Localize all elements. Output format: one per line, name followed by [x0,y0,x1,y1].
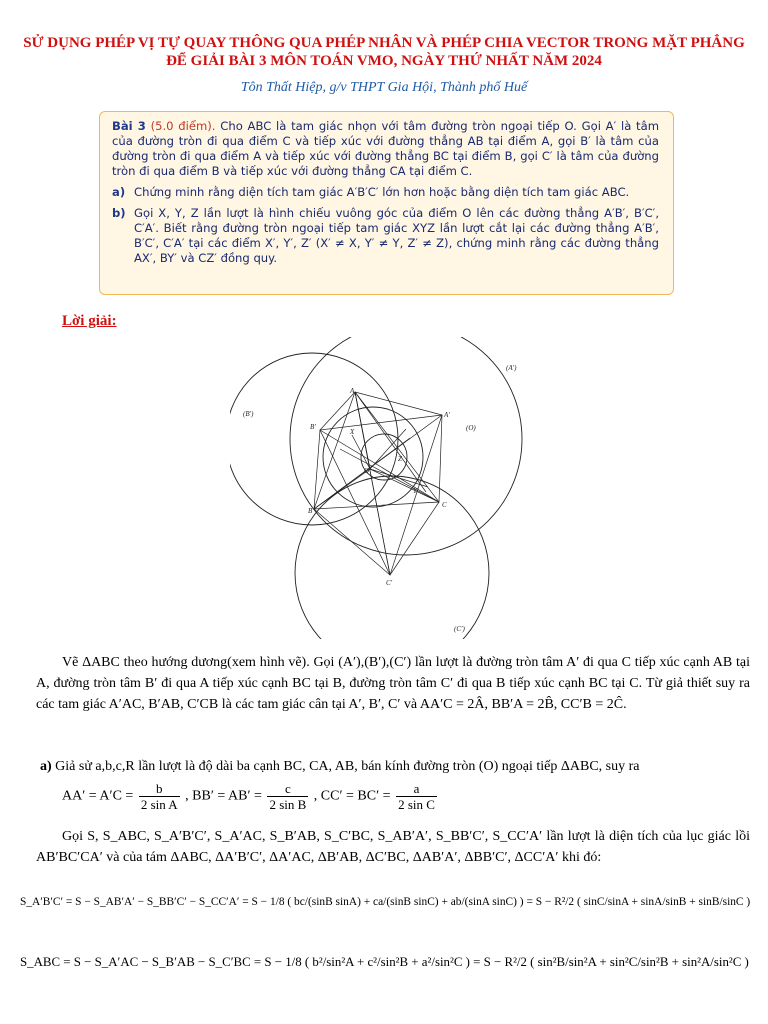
label-circle-b1: (B') [243,410,254,418]
formula-side-lengths [62,781,439,812]
label-circle-o: (O) [466,424,476,432]
document-title: SỬ DỤNG PHÉP VỊ TỰ QUAY THÔNG QUA PHÉP NHÂN VÀ PHÉP CHIA VECTOR TRONG MẶT PHẲNG ĐỂ GIẢI BÀI 3 MÔN TOÁN VMO, NGÀY THỨ NHẤT NĂM 2024 [23,35,745,69]
formula-mid: , BB′ = AB′ = [185,788,262,804]
geometry-figure [230,337,530,639]
part-b-key: b) [112,206,126,220]
label-x: X [350,428,355,436]
label-c: C [442,501,447,509]
solution-p1-arcs: AA′C = 2Â, BB′A = 2B̂, CC′B = 2Ĉ. [419,697,627,712]
problem-box [99,111,674,295]
fraction-a: $\frac{a}{\text{2 sin C}}$ [398,781,435,812]
author-line: Tôn Thất Hiệp, g/v THPT Gia Hội, Thành phố Huế [240,80,528,95]
problem-part-a [112,185,659,200]
label-y: Y [413,487,417,495]
formula-area-abc: S_ABC = S − S_A′AC − S_B′AB − S_C′BC = S − 1/8 ( b²/sin²A + c²/sin²B + a²/sin²C ) = S − R²/2 ( sin²B/sin²A + sin²C/sin²B + sin²A/sin²C ) [20,955,749,969]
problem-label: Bài 3 [112,119,146,133]
part-a-solution-text: Giả sử a,b,c,R lần lượt là độ dài ba cạnh BC, CA, AB, bán kính đường tròn (O) ngoại tiếp ΔABC, suy ra [55,759,640,774]
label-b-prime: B' [310,423,316,431]
formula-mid2: , CC′ = BC′ = [313,788,391,804]
label-z: Z [398,455,402,463]
triangle-lines [314,392,442,575]
solution-p1-text: Vẽ ΔABC theo hướng dương(xem hình vẽ). Gọi (A′),(B′),(C′) lần lượt là đường tròn tâm A′ đi qua C tiếp xúc cạnh AB tại A, đường tròn tâm B′ đi qua A tiếp xúc cạnh BC tại B, đường tròn tâm C′ đi qua B tiếp xúc cạnh BC tại C. Từ giả thiết suy ra các tam giác A′AC, B′AB, C′CB là các tam giác cân tại A′, B′, C′ và [36,655,750,712]
formula-lhs: AA′ = A′C = [62,788,134,804]
circle-b-prime [230,353,398,525]
label-a: A [350,387,355,395]
part-a-text: Chứng minh rằng diện tích tam giác A′B′C′ lớn hơn hoặc bằng diện tích tam giác ABC. [134,185,630,199]
solution-heading: Lời giải: [62,313,117,329]
fraction-b: $\frac{b}{\text{2 sin A}}$ [140,781,178,812]
part-a-solution-key: a) [40,759,52,774]
label-a-prime: A' [444,411,450,419]
label-c-prime: C' [386,579,393,587]
label-circle-a1: (A') [506,364,517,372]
problem-part-b [112,206,659,266]
label-o: O [364,467,370,475]
problem-text: Cho ABC là tam giác nhọn với tâm đường tròn ngoại tiếp O. Gọi A′ là tâm của đường tròn đi qua điểm C và tiếp xúc với đường thẳng AB tại điểm A, gọi B′ là tâm của đường tròn đi qua điểm A và tiếp xúc với đường thẳng BC tại điểm B, gọi C′ là tâm của đường tròn đi qua điểm B và tiếp xúc với đường thẳng CA tại điểm C. [112,119,659,178]
part-a-intro [36,756,750,777]
formula-area-a-prime: S_A′B′C′ = S − S_AB′A′ − S_BB′C′ − S_CC′A′ = S − 1/8 ( bc/(sinB sinA) + ca/(sinB sinC) + ab/(sinA sinC) ) = S − R²/2 ( sinC/sinA + sinA/sinB + sinB/sinC ) [20,896,751,908]
circle-a-prime [290,337,522,555]
problem-points: (5.0 điểm). [150,119,216,133]
fraction-c: $\frac{c}{\text{2 sin B}}$ [269,781,307,812]
solution-paragraph-2: Gọi S, S_ABC, S_A′B′C′, S_A′AC, S_B′AB, S_C′BC, S_AB′A′, S_BB′C′, S_CC′A′ lần lượt là diện tích của lục giác lồi AB′BC′CA′ và của tám ΔABC, ΔA′B′C′, ΔA′AC, ΔB′AB, ΔC′BC, ΔAB′A′, ΔBB′C′, ΔCC′A′ khi đó: [36,829,750,865]
label-b: B [308,507,313,515]
problem-statement [112,119,659,179]
solution-paragraph-1 [36,652,750,715]
part-a-key: a) [112,185,126,199]
circle-c-prime [295,476,489,639]
part-b-text: Gọi X, Y, Z lần lượt là hình chiếu vuông góc của điểm O lên các đường thẳng A′B′, B′C′, C′A′. Biết rằng đường tròn ngoại tiếp tam giác XYZ lần lượt cắt lại các đường thẳng A′B′, B′C′, C′A′ tại các điểm X′, Y′, Z′ (X′ ≠ X, Y′ ≠ Y, Z′ ≠ Z), chứng minh rằng các đường thẳng AX′, BY′ và CZ′ đồng quy. [134,206,659,265]
label-circle-c1: (C') [454,625,465,633]
